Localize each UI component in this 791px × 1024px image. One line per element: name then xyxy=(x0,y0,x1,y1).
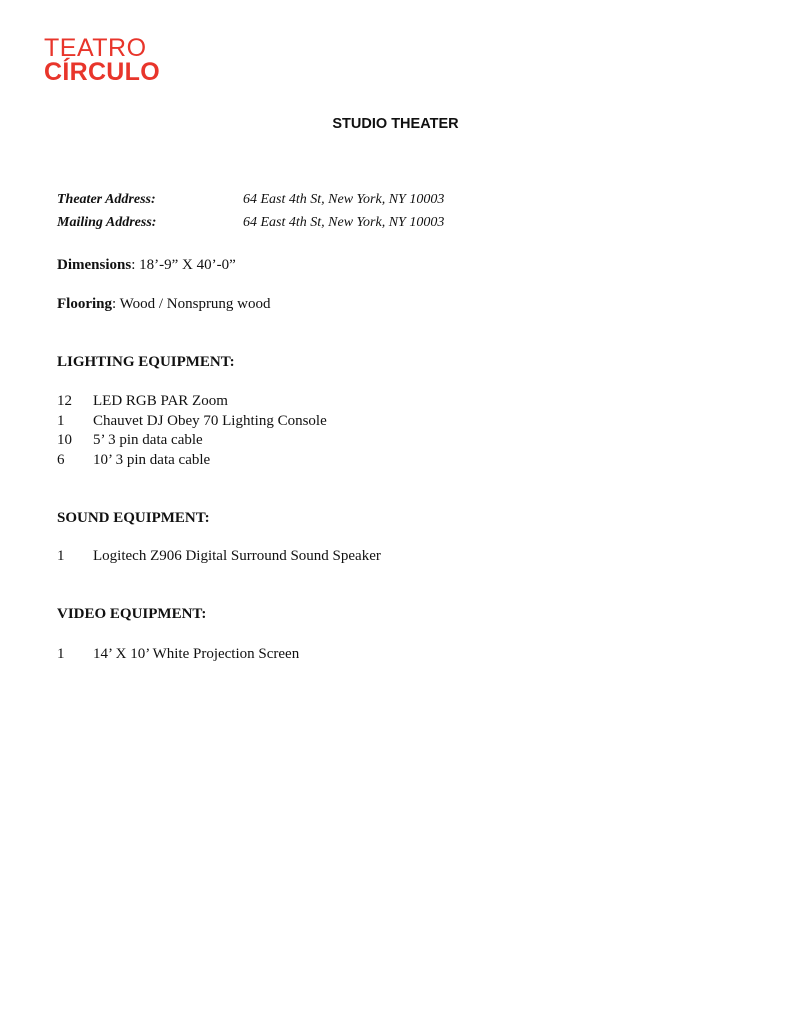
item-qty: 12 xyxy=(57,393,72,409)
video-heading: VIDEO EQUIPMENT: xyxy=(57,606,207,622)
list-item xyxy=(57,392,327,412)
item-desc: 5’ 3 pin data cable xyxy=(93,432,203,449)
document-title: STUDIO THEATER xyxy=(332,116,459,132)
lighting-heading: LIGHTING EQUIPMENT: xyxy=(57,354,235,370)
flooring-label: Flooring xyxy=(57,296,112,312)
item-qty: 6 xyxy=(57,452,65,469)
dimensions-line xyxy=(57,257,236,274)
theater-address-value: 64 East 4th St, New York, NY 10003 xyxy=(243,192,445,207)
mailing-address-row xyxy=(57,215,444,231)
logo-line-2: CÍRCULO xyxy=(44,58,160,86)
logo-line-1: TEATRO xyxy=(44,34,147,62)
item-qty: 1 xyxy=(57,548,65,564)
item-desc: 10’ 3 pin data cable xyxy=(93,452,211,469)
list-item xyxy=(57,547,381,567)
item-desc: Logitech Z906 Digital Surround Sound Speaker xyxy=(93,548,381,564)
sound-heading: SOUND EQUIPMENT: xyxy=(57,510,210,526)
item-desc: LED RGB PAR Zoom xyxy=(93,393,228,409)
list-item xyxy=(57,451,327,471)
theater-address-row xyxy=(57,192,444,208)
theater-address-label: Theater Address: xyxy=(57,192,156,207)
list-item xyxy=(57,412,327,432)
mailing-address-label: Mailing Address: xyxy=(57,215,157,230)
mailing-address-value: 64 East 4th St, New York, NY 10003 xyxy=(243,215,445,230)
sound-list xyxy=(57,547,381,567)
item-desc: 14’ X 10’ White Projection Screen xyxy=(93,646,300,662)
dimensions-value: : 18’-9” X 40’-0” xyxy=(131,257,236,273)
video-list xyxy=(57,645,299,665)
item-qty: 1 xyxy=(57,646,65,662)
teatro-circulo-logo xyxy=(44,36,160,84)
item-desc: Chauvet DJ Obey 70 Lighting Console xyxy=(93,412,327,429)
list-item xyxy=(57,645,299,665)
item-qty: 10 xyxy=(57,432,72,449)
flooring-value: : Wood / Nonsprung wood xyxy=(112,296,271,312)
dimensions-label: Dimensions xyxy=(57,257,132,273)
lighting-list xyxy=(57,392,327,471)
item-qty: 1 xyxy=(57,412,65,429)
flooring-line xyxy=(57,296,271,313)
list-item xyxy=(57,431,327,451)
